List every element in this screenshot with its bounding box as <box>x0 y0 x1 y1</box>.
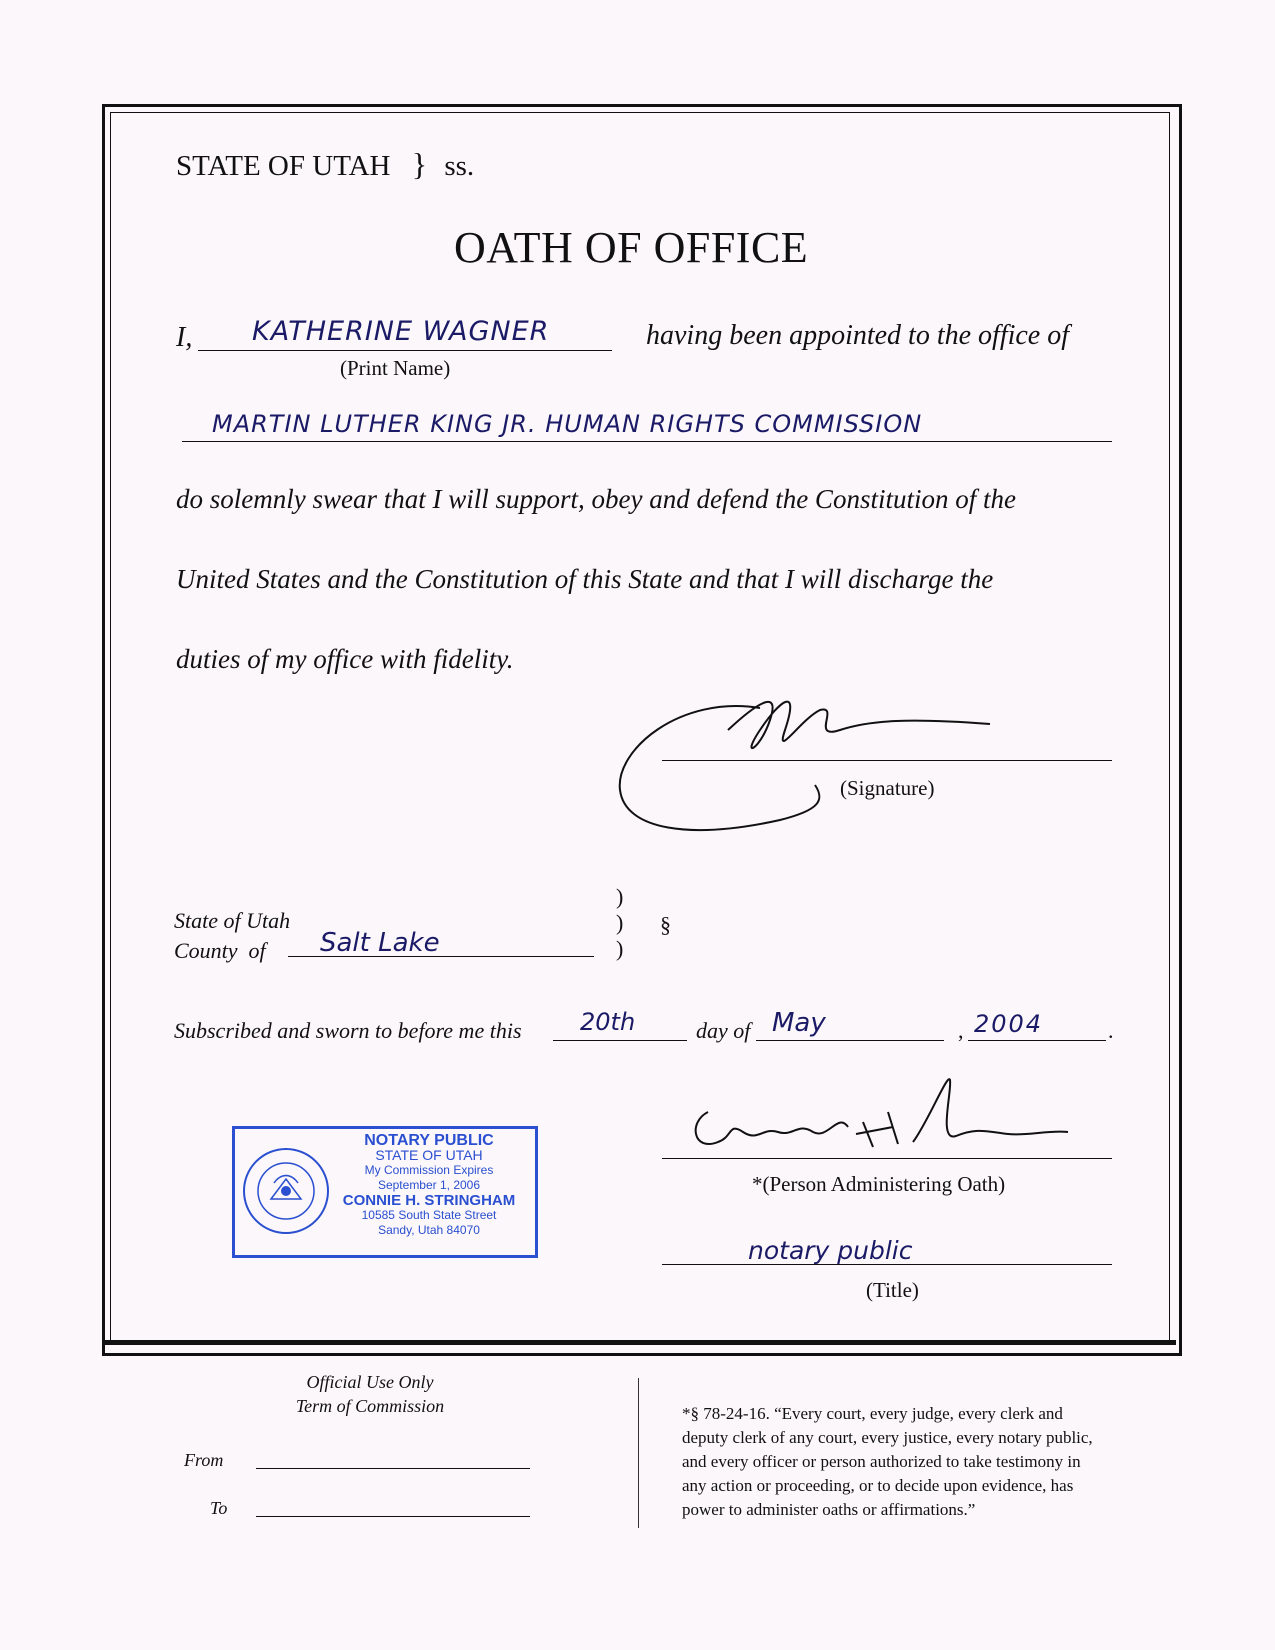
official-use-heading <box>270 1370 470 1418</box>
footnote-line-5: power to administer oaths or affirmations.” <box>682 1500 976 1519</box>
seal-expiry-date: September 1, 2006 <box>377 1178 481 1192</box>
from-line <box>256 1468 530 1469</box>
seal-street: 10585 South State Street <box>361 1208 497 1222</box>
seal-city: Sandy, Utah 84070 <box>378 1223 480 1237</box>
oath-text-line-1: do solemnly swear that I will support, obey and defend the Constitution of the <box>176 484 1016 514</box>
venue-county-label: County of <box>174 938 266 963</box>
official-use-only: Official Use Only <box>306 1372 434 1392</box>
person-administering-caption: *(Person Administering Oath) <box>752 1172 1006 1196</box>
seal-commission-expires: My Commission Expires <box>364 1163 494 1177</box>
jurat-period: . <box>1108 1018 1114 1043</box>
i-label: I, <box>176 322 193 353</box>
appointed-text: having been appointed to the office of <box>646 320 1070 351</box>
great-seal-icon <box>241 1143 331 1239</box>
county-line <box>288 956 594 957</box>
signature-line <box>662 760 1112 761</box>
administrator-signature <box>688 1072 1088 1162</box>
to-line <box>256 1516 530 1517</box>
paren-2: ) <box>616 910 624 935</box>
seal-state: STATE OF UTAH <box>375 1147 483 1163</box>
footnote-line-1: *§ 78-24-16. “Every court, every judge, every clerk and <box>682 1404 1063 1423</box>
year-line <box>968 1040 1106 1041</box>
day-line <box>553 1040 687 1041</box>
state-line: STATE OF UTAH <box>176 150 391 182</box>
oath-taker-signature <box>610 690 1000 850</box>
from-label: From <box>184 1450 224 1470</box>
section-symbol: § <box>660 912 671 937</box>
to-label: To <box>210 1498 228 1518</box>
footnote-line-3: and every officer or person authorized to take testimony in <box>682 1452 1081 1471</box>
venue-parentheses <box>616 884 623 962</box>
footnote-line-2: deputy clerk of any court, every justice, every notary public, <box>682 1428 1093 1447</box>
year-handwritten: 2004 <box>974 1010 1044 1038</box>
venue-state-label: State of Utah <box>174 908 291 933</box>
notary-seal-stamp <box>232 1126 538 1258</box>
title-caption: (Title) <box>866 1278 919 1302</box>
day-handwritten: 20th <box>580 1008 636 1036</box>
statute-footnote <box>682 1402 1093 1522</box>
year-comma: , <box>958 1018 964 1043</box>
seal-notary-public: NOTARY PUBLIC <box>364 1132 494 1149</box>
paren-1: ) <box>616 884 624 909</box>
footnote-line-4: any action or proceeding, or to decide upon evidence, has <box>682 1476 1074 1495</box>
document-border-bottom <box>102 1340 1176 1345</box>
county-handwritten: Salt Lake <box>320 928 440 958</box>
signature-caption: (Signature) <box>840 776 935 800</box>
month-handwritten: May <box>772 1008 826 1038</box>
page-title: OATH OF OFFICE <box>454 223 809 272</box>
day-of-text: day of <box>696 1018 751 1043</box>
seal-notary-name: CONNIE H. STRINGHAM <box>342 1192 516 1209</box>
seal-text <box>323 1133 535 1238</box>
ss-label: ss. <box>444 150 475 182</box>
name-line <box>198 350 612 351</box>
printed-name-handwritten: KATHERINE WAGNER <box>252 316 550 347</box>
oath-text-line-2: United States and the Constitution of this State and that I will discharge the <box>176 564 994 594</box>
subscribed-text: Subscribed and sworn to before me this <box>174 1018 522 1043</box>
administrator-signature-line <box>662 1158 1112 1159</box>
paren-3: ) <box>616 936 624 961</box>
term-of-commission: Term of Commission <box>295 1396 445 1416</box>
title-handwritten: notary public <box>748 1236 913 1265</box>
footer-divider <box>638 1378 639 1528</box>
state-heading <box>176 146 474 183</box>
office-handwritten: MARTIN LUTHER KING JR. HUMAN RIGHTS COMMISSION <box>212 410 923 438</box>
oath-text-line-3: duties of my office with fidelity. <box>176 644 514 674</box>
office-line <box>182 441 1112 442</box>
brace-symbol: } <box>411 146 428 182</box>
month-line <box>756 1040 944 1041</box>
print-name-caption: (Print Name) <box>340 356 451 380</box>
title-line <box>662 1264 1112 1265</box>
